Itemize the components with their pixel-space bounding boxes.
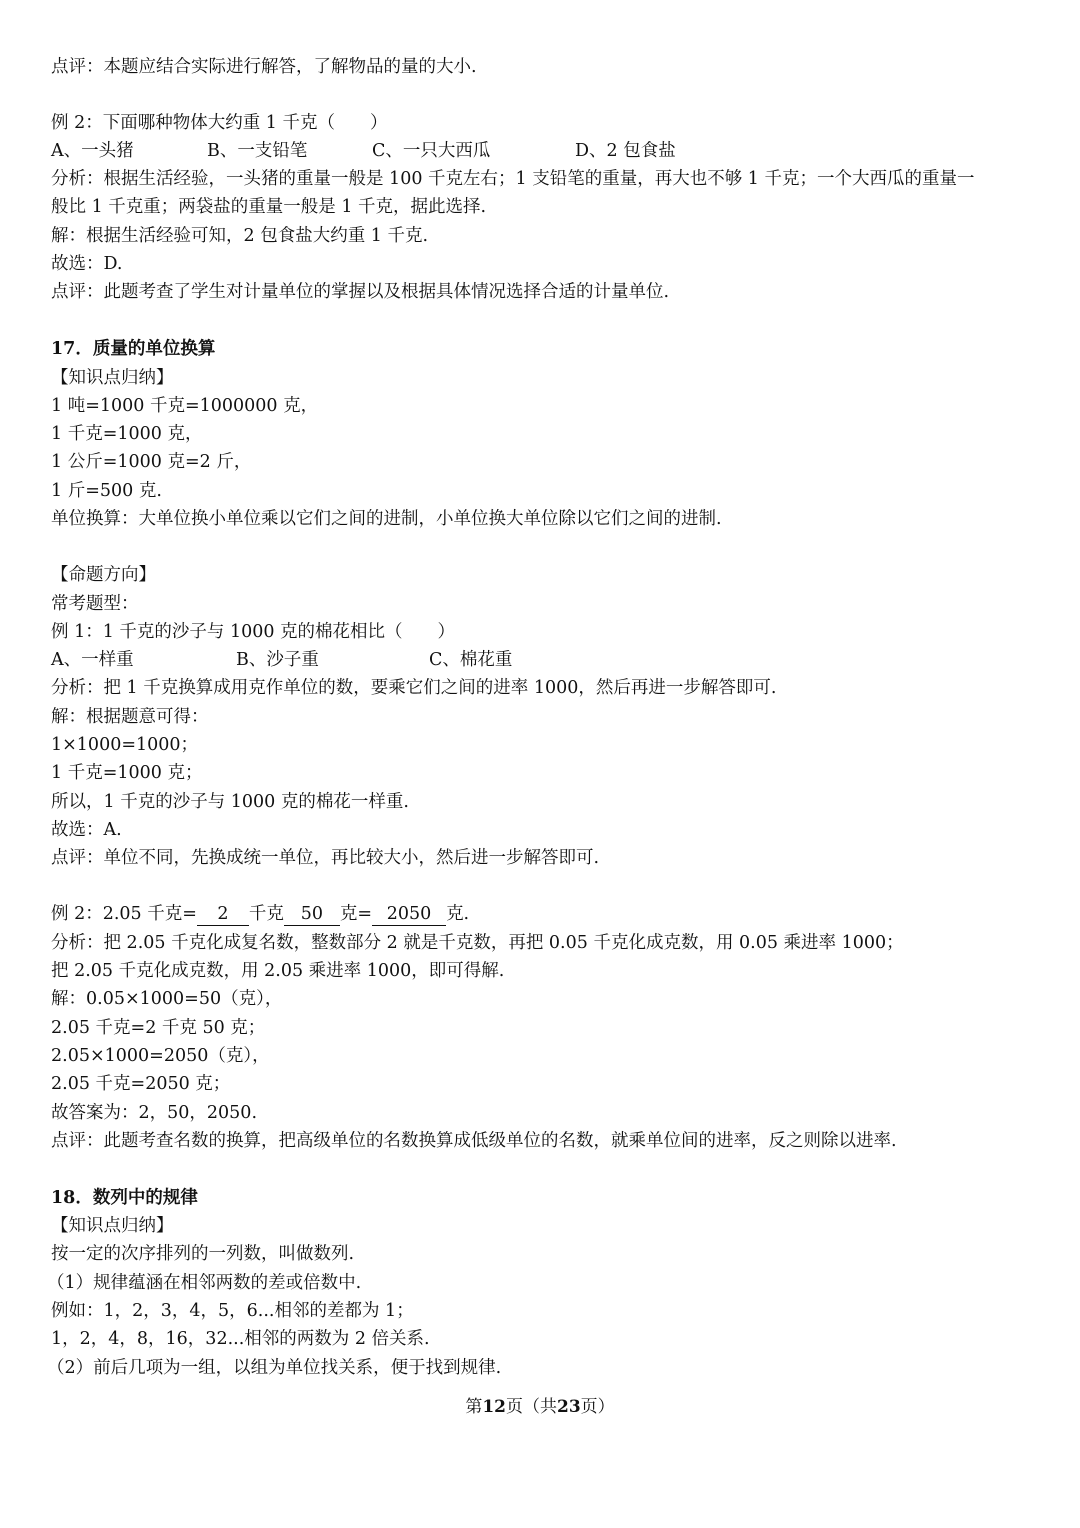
common-question-type: 常考题型： bbox=[51, 594, 139, 614]
s17-example-2-comment: 点评：此题考查名数的换算，把高级单位的名数换算成低级单位的名数，就乘单位间的进率，反之则除以进率. bbox=[51, 1131, 897, 1151]
knowledge-line: 1 千克=1000 克， bbox=[51, 424, 203, 444]
knowledge-line: 1 公斤=1000 克=2 斤， bbox=[51, 452, 252, 472]
footer-suffix: 页） bbox=[580, 1397, 615, 1417]
section-17-knowledge-header: 【知识点归纳】 bbox=[51, 368, 174, 388]
s17-example-2-solution-line: 2.05×1000=2050（克）， bbox=[51, 1046, 270, 1066]
option-c: C、一只大西瓜 bbox=[372, 141, 491, 161]
footer-prefix: 第 bbox=[465, 1397, 483, 1417]
section-18-knowledge-header: 【知识点归纳】 bbox=[51, 1216, 174, 1236]
question-unit-kg: 千克 bbox=[248, 904, 284, 924]
total-page-count: 23 bbox=[557, 1397, 581, 1417]
example-2-comment: 点评：此题考查了学生对计量单位的掌握以及根据具体情况选择合适的计量单位. bbox=[51, 282, 670, 302]
answer-blank-3: 2050 bbox=[372, 903, 446, 926]
section-18-line: 1，2，4，8，16，32...相邻的两数为 2 倍关系. bbox=[51, 1329, 430, 1349]
s17-example-2-analysis-line-1: 分析：把 2.05 千克化成复名数，整数部分 2 就是千克数，再把 0.05 千克化成克数，用 0.05 乘进率 1000； bbox=[51, 933, 904, 953]
s17-example-2-analysis-line-2: 把 2.05 千克化成克数，用 2.05 乘进率 1000，即可得解. bbox=[51, 961, 505, 981]
s17-example-1-answer: 故选：A. bbox=[51, 820, 122, 840]
s17-example-1-question: 例 1：1 千克的沙子与 1000 克的棉花相比（ ） bbox=[51, 622, 456, 642]
current-page-number: 12 bbox=[482, 1397, 506, 1417]
s17-example-2-solution-line: 2.05 千克=2 千克 50 克； bbox=[51, 1018, 266, 1038]
s17-example-2-solution-line: 解：0.05×1000=50（克）， bbox=[51, 989, 283, 1009]
question-unit-g: 克= bbox=[339, 904, 373, 924]
footer-mid: 页（共 bbox=[506, 1397, 557, 1417]
knowledge-line: 1 吨=1000 千克=1000000 克， bbox=[51, 396, 319, 416]
section-17-title: 17．质量的单位换算 bbox=[51, 339, 216, 359]
example-2-analysis-line-1: 分析：根据生活经验，一头猪的重量一般是 100 千克左右；1 支铅笔的重量，再大也不够 1 千克；一个大西瓜的重量一 bbox=[51, 169, 975, 189]
s17-example-1-solution-line: 1×1000=1000； bbox=[51, 735, 199, 755]
option-b: B、沙子重 bbox=[236, 650, 319, 670]
option-c: C、棉花重 bbox=[429, 650, 513, 670]
example-2-solution: 解：根据生活经验可知，2 包食盐大约重 1 千克. bbox=[51, 226, 429, 246]
s17-example-1-solution-line: 解：根据题意可得： bbox=[51, 707, 209, 727]
section-18-line: （2）前后几项为一组，以组为单位找关系，便于找到规律. bbox=[47, 1358, 502, 1378]
option-b: B、一支铅笔 bbox=[207, 141, 308, 161]
knowledge-line: 单位换算：大单位换小单位乘以它们之间的进制，小单位换大单位除以它们之间的进制. bbox=[51, 509, 722, 529]
section-18-line: 例如：1，2，3，4，5，6...相邻的差都为 1； bbox=[51, 1301, 414, 1321]
s17-example-1-solution-line: 1 千克=1000 克； bbox=[51, 763, 203, 783]
section-18-line: （1）规律蕴涵在相邻两数的差或倍数中. bbox=[47, 1273, 362, 1293]
section-18-line: 按一定的次序排列的一列数，叫做数列. bbox=[51, 1244, 355, 1264]
option-a: A、一头猪 bbox=[51, 141, 134, 161]
section-18-title: 18．数列中的规律 bbox=[51, 1188, 198, 1208]
example-2-question: 例 2：下面哪种物体大约重 1 千克（ ） bbox=[51, 113, 388, 133]
question-prefix: 例 2：2.05 千克= bbox=[51, 904, 197, 924]
s17-example-1-analysis: 分析：把 1 千克换算成用克作单位的数，要乘它们之间的进率 1000，然后再进一步解答即可. bbox=[51, 678, 777, 698]
example-1-comment: 点评：本题应结合实际进行解答，了解物品的量的大小. bbox=[51, 57, 477, 77]
s17-example-1-comment: 点评：单位不同，先换成统一单位，再比较大小，然后进一步解答即可. bbox=[51, 848, 600, 868]
answer-blank-2: 50 bbox=[284, 903, 340, 926]
s17-example-1-solution-line: 所以，1 千克的沙子与 1000 克的棉花一样重. bbox=[51, 792, 409, 812]
answer-blank-1: 2 bbox=[197, 903, 249, 926]
knowledge-line: 1 斤=500 克. bbox=[51, 481, 162, 501]
example-2-answer: 故选：D. bbox=[51, 254, 123, 274]
option-d: D、2 包食盐 bbox=[575, 141, 676, 161]
s17-example-2-answer: 故答案为：2，50，2050. bbox=[51, 1103, 258, 1123]
question-suffix: 克. bbox=[446, 904, 470, 924]
page-footer bbox=[0, 1395, 1080, 1419]
section-17-direction-header: 【命题方向】 bbox=[51, 565, 156, 585]
s17-example-2-question bbox=[51, 902, 1060, 926]
option-a: A、一样重 bbox=[51, 650, 134, 670]
s17-example-2-solution-line: 2.05 千克=2050 克； bbox=[51, 1074, 231, 1094]
example-2-analysis-line-2: 般比 1 千克重；两袋盐的重量一般是 1 千克，据此选择. bbox=[51, 197, 487, 217]
